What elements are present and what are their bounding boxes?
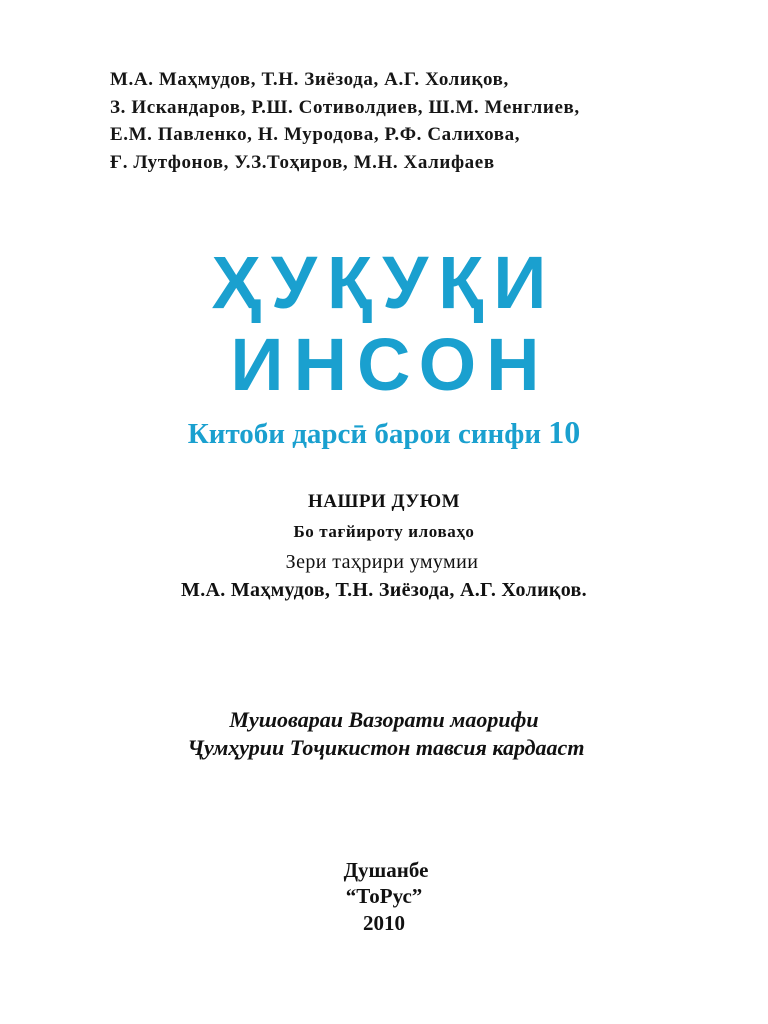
edition-label: НАШРИ ДУЮМ: [307, 491, 461, 512]
imprint-city: Душанбе: [343, 858, 429, 882]
editors-list: М.А. Маҳмудов, Т.Н. Зиёзода, А.Г. Холиқов.: [181, 579, 587, 601]
subtitle-text: Китоби дарсӣ барои синфи: [187, 418, 542, 450]
authors-block: [110, 66, 650, 176]
approval-line-1: Мушовараи Вазорати маорифи: [229, 707, 539, 732]
book-subtitle: [0, 414, 768, 451]
author-line: М.А. Маҳмудов, Т.Н. Зиёзода, А.Г. Холиқов,: [110, 69, 509, 90]
author-line: Ғ. Лутфонов, У.З.Тоҳиров, М.Н. Халифаев: [110, 151, 495, 173]
editor-label: Зери таҳрири умумии: [285, 551, 479, 573]
author-line: Е.М. Павленко, Н. Муродова, Р.Ф. Салихова,: [110, 124, 521, 145]
imprint-year: 2010: [363, 911, 405, 935]
imprint-publisher: “ТоРус”: [345, 884, 423, 908]
book-title-line-1: ҲУҚУҚИ: [211, 241, 557, 324]
grade-number: 10: [548, 414, 581, 450]
changes-note: Бо тағйироту иловаҳо: [293, 522, 475, 541]
approval-line-2: Ҷумҳурии Тоҷикистон тавсия кардааст: [187, 735, 585, 760]
author-line: З. Искандаров, Р.Ш. Сотиволдиев, Ш.М. Менглиев,: [110, 96, 580, 118]
book-title-line-2: ИНСОН: [230, 323, 550, 406]
